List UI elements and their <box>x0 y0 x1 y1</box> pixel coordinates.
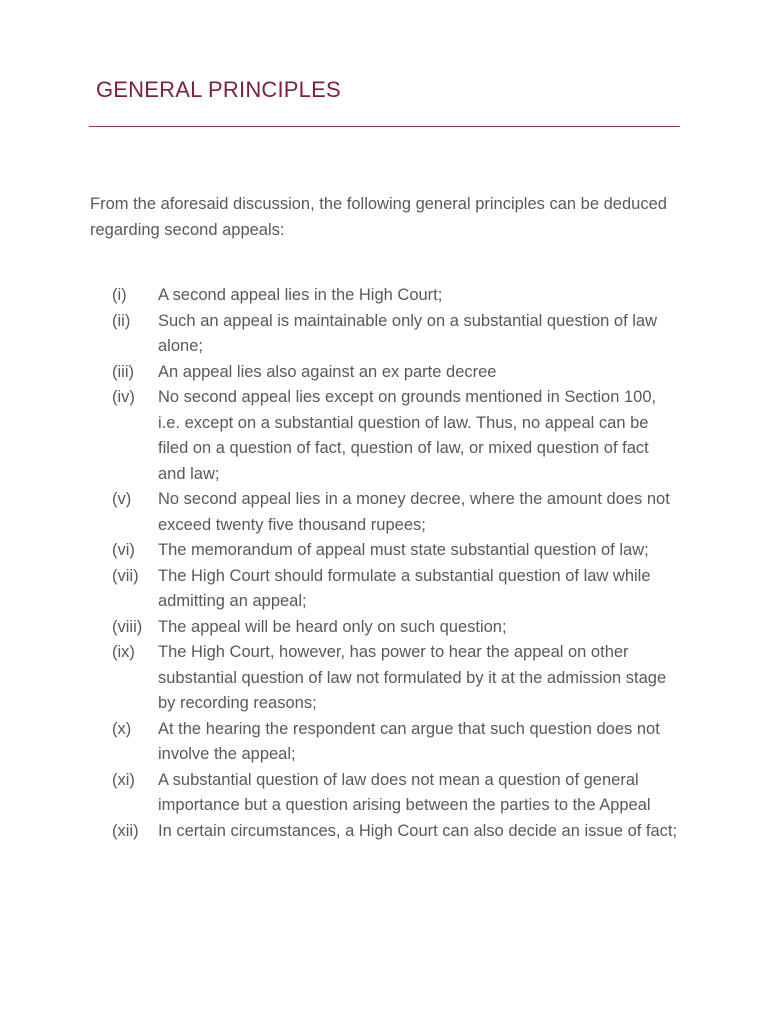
list-item <box>0 487 768 538</box>
list-item-number: (xi) <box>112 770 135 789</box>
list-item <box>0 385 768 487</box>
principles-list <box>0 283 768 844</box>
list-item-text: In certain circumstances, a High Court can also decide an issue of fact; <box>158 821 678 840</box>
list-item <box>0 819 768 845</box>
list-item <box>0 717 768 768</box>
list-item-number: (v) <box>112 490 132 508</box>
list-item <box>0 283 768 309</box>
list-item-number: (viii) <box>112 617 143 636</box>
list-item <box>0 768 768 819</box>
list-item-number: (ii) <box>112 311 131 330</box>
list-item-text: Such an appeal is maintainable only on a substantial question of law alone; <box>158 311 657 355</box>
list-item-number: (iv) <box>112 388 135 406</box>
list-item-text: An appeal lies also against an ex parte decree <box>158 362 497 381</box>
list-item-number: (vi) <box>112 541 135 559</box>
intro-paragraph: From the aforesaid discussion, the following general principles can be deduced regarding second appeals: <box>90 195 667 239</box>
list-item-number: (x) <box>112 719 132 738</box>
list-item-text: No second appeal lies except on grounds mentioned in Section 100, i.e. except on a substantial question of law. Thus, no appeal can be filed on a question of fact, question of law, or mixed question of fact and law; <box>158 388 657 483</box>
list-item-text: A second appeal lies in the High Court; <box>158 286 443 304</box>
list-item-text: No second appeal lies in a money decree, where the amount does not exceed twenty five thousand rupees; <box>158 490 670 534</box>
list-item-text: A substantial question of law does not mean a question of general importance but a question arising between the parties to the Appeal <box>158 770 651 814</box>
list-item <box>0 564 768 615</box>
list-item <box>0 309 768 360</box>
list-item-number: (iii) <box>112 362 134 381</box>
list-item <box>0 360 768 386</box>
list-item-number: (ix) <box>112 643 135 661</box>
list-item <box>0 615 768 641</box>
list-item-number: (i) <box>112 286 127 304</box>
list-item-text: The memorandum of appeal must state substantial question of law; <box>158 541 649 559</box>
list-item-number: (vii) <box>112 566 139 585</box>
list-item-text: The High Court should formulate a substantial question of law while admitting an appeal; <box>158 566 651 610</box>
list-item <box>0 640 768 717</box>
title-divider <box>89 126 680 127</box>
page-title: GENERAL PRINCIPLES <box>96 77 341 102</box>
list-item <box>0 538 768 564</box>
list-item-text: At the hearing the respondent can argue that such question does not involve the appeal; <box>158 719 660 763</box>
list-item-text: The appeal will be heard only on such question; <box>158 617 507 636</box>
list-item-text: The High Court, however, has power to hear the appeal on other substantial question of law not formulated by it at the admission stage by recording reasons; <box>158 643 667 712</box>
list-item-number: (xii) <box>112 821 139 840</box>
